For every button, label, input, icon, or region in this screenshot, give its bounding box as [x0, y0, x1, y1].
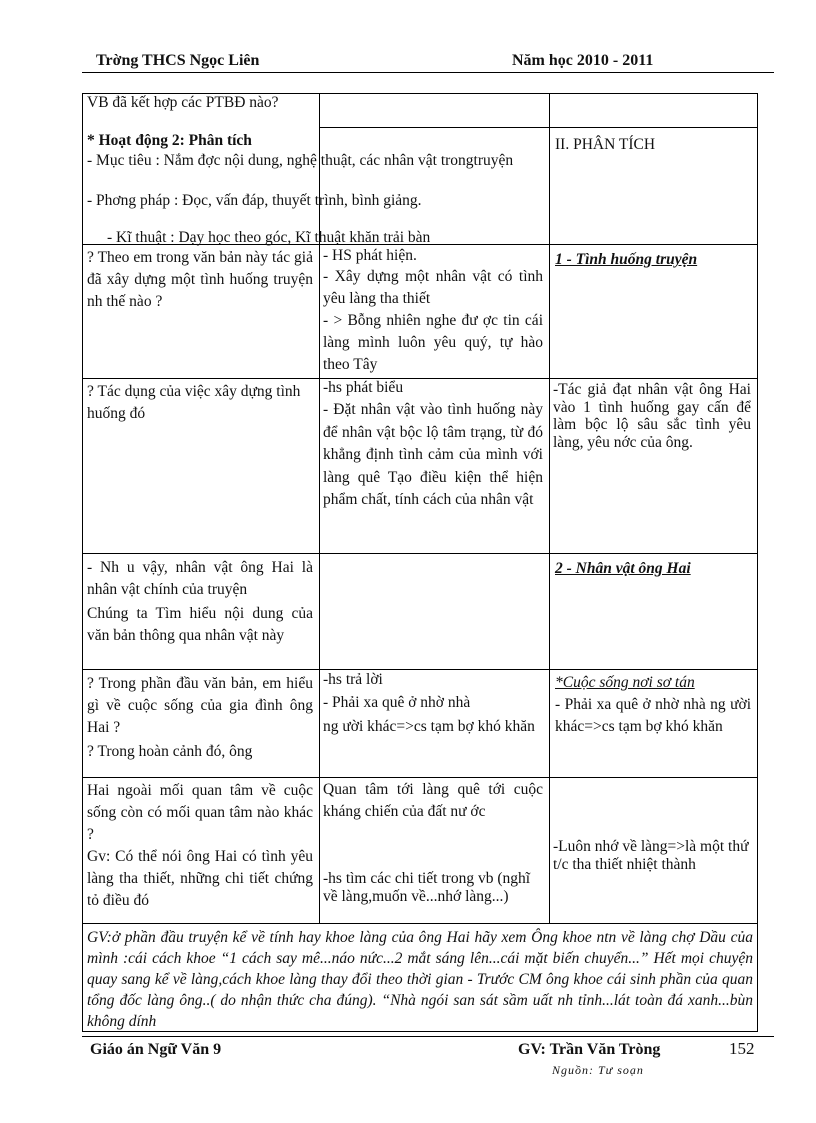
- answer-effect: - Đặt nhân vật vào tình huống này để nhân vật bộc lộ tâm trạng, từ đó khẳng định tình cảm của mình với làng quê Tạo điều kiện thể hiện phẩm chất, tính cách của nhân vật: [323, 401, 543, 508]
- footer-subject: Giáo án Ngữ Văn 9: [90, 1041, 222, 1058]
- subheading-evacuation: *Cuộc sống nơi sơ tán: [555, 674, 695, 691]
- lesson-table: [82, 93, 758, 1032]
- school-name: Trờng THCS Ngọc Liên: [96, 52, 260, 69]
- conclusion-love: -Luôn nhớ về làng=>là một thứ t/c tha thiết nhiệt thành: [553, 838, 749, 873]
- answer-away-home: - Phải xa quê ở nhờ nhà: [323, 694, 471, 711]
- page-header: [82, 50, 774, 73]
- question-ptbd: VB đã kết hợp các PTBĐ nào?: [87, 94, 279, 111]
- page-footer: [82, 1036, 774, 1097]
- explore-content: Chúng ta Tìm hiểu nội dung của văn bản thông qua nhân vật này: [87, 605, 313, 644]
- student-speak: -hs phát biểu: [323, 379, 404, 396]
- conclusion-life: - Phải xa quê ở nhờ nhà ng ười khác=>cs tạm bợ khó khăn: [555, 696, 751, 735]
- activity-technique: - Kĩ thuật : Dạy học theo góc, Kĩ thuật khăn trải bàn: [107, 229, 431, 246]
- question-effect: ? Tác dụng của việc xây dựng tình huống đó: [87, 383, 301, 422]
- teacher-prompt: Gv: Có thể nói ông Hai có tình yêu làng tha thiết, những chi tiết chứng tỏ điều đó: [87, 848, 313, 909]
- answer-concern: Quan tâm tới làng quê tới cuộc kháng chiến của đất nư ớc: [323, 781, 543, 820]
- row-divider: [83, 923, 757, 924]
- footer-source: Nguồn: Tư soạn: [552, 1063, 644, 1077]
- answer-details: -hs tìm các chi tiết trong vb (nghĩ về làng,muốn về...nhớ làng...): [323, 870, 531, 905]
- question-circumstance: ? Trong hoàn cảnh đó, ông: [87, 743, 253, 760]
- footer-teacher: GV: Trần Văn Tròng: [518, 1041, 661, 1058]
- main-character-note: - Nh u vậy, nhân vật ông Hai là nhân vật chính của truyện: [87, 559, 313, 598]
- subheading-situation: 1 - Tình huống truyện: [555, 251, 698, 268]
- column-divider: [549, 94, 550, 923]
- row-divider: [319, 127, 757, 128]
- activity-title: * Hoạt động 2: Phân tích: [87, 132, 252, 149]
- answer-character: - Xây dựng một nhân vật có tình yêu làng tha thiết: [323, 268, 543, 307]
- teacher-note: GV:ở phần đầu truyện kể về tính hay khoe làng của ông Hai hãy xem Ông khoe ntn về làng chợ Dầu của mình :cái cách khoe “1 cách say mê...náo nức...2 mắt sáng lên...cái mặt biến chuyển...” Hết mọi chuyện quay sang kể về làng,cách khoe làng thay đổi theo thời gian - Trước CM ông khoe cái sinh phần của quan tổng đốc làng ông..( do nhận thức cha đúng). “Nhà ngói san sát sầm uất nh tỉnh...lát toàn đá xanh...bùn không dính: [87, 929, 753, 1030]
- answer-news: - > Bỗng nhiên nghe đư ợc tin cái làng mình luôn yêu quý, tự hào theo Tây: [323, 312, 543, 373]
- activity-method: - Phơng pháp : Đọc, vấn đáp, thuyết trình, bình giảng.: [87, 192, 422, 209]
- answer-hardship: ng ười khác=>cs tạm bợ khó khăn: [323, 718, 535, 735]
- school-year: Năm học 2010 - 2011: [512, 52, 654, 69]
- question-situation: ? Theo em trong văn bản này tác giả đã xây dựng một tình huống truyện nh thế nào ?: [87, 249, 313, 310]
- activity-goal: - Mục tiêu : Nắm đợc nội dung, nghệ thuật, các nhân vật trongtruyện: [87, 152, 514, 169]
- question-concern: Hai ngoài mối quan tâm về cuộc sống còn có mối quan tâm nào khác ?: [87, 782, 313, 843]
- page-number: 152: [729, 1039, 755, 1058]
- row-divider: [83, 777, 757, 778]
- conclusion-situation: -Tác giả đạt nhân vật ông Hai vào 1 tình huống gay cấn để làm bộc lộ sâu sắc tình yêu làng, yêu nớc của ông.: [553, 381, 751, 451]
- student-answer: -hs trả lời: [323, 671, 383, 688]
- student-activity: - HS phát hiện.: [323, 247, 417, 264]
- section-heading-analysis: II. PHÂN TÍCH: [555, 136, 656, 153]
- column-divider: [319, 94, 320, 923]
- subheading-character: 2 - Nhân vật ông Hai: [555, 560, 691, 577]
- row-divider: [83, 553, 757, 554]
- question-life: ? Trong phần đầu văn bản, em hiểu gì về cuộc sống của gia đình ông Hai ?: [87, 675, 313, 736]
